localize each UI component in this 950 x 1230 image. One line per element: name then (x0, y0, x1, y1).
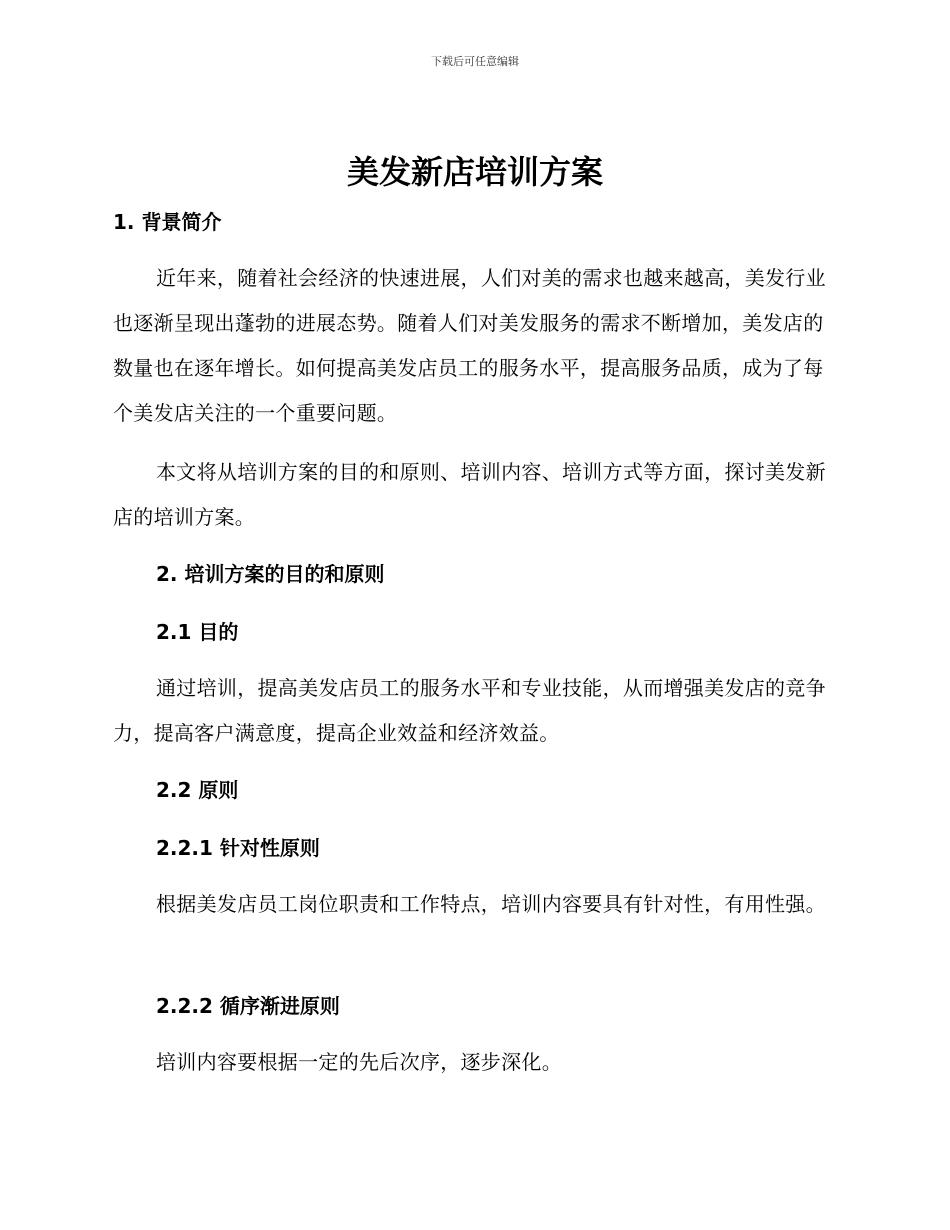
section-1-heading: 1. 背景简介 (113, 210, 222, 234)
section-2-heading: 2. 培训方案的目的和原则 (156, 562, 385, 586)
section-2-1-heading: 2.1 目的 (156, 620, 239, 644)
section-1-paragraph-2: 本文将从培训方案的目的和原则、培训内容、培训方式等方面，探讨美发新店的培训方案。 (113, 460, 826, 529)
section-2-2-2-paragraph: 培训内容要根据一定的先后次序，逐步深化。 (156, 1050, 562, 1074)
section-2-2-2-heading: 2.2.2 循序渐进原则 (156, 994, 340, 1018)
section-2-2-heading: 2.2 原则 (156, 778, 239, 802)
section-2-1-paragraph: 通过培训，提高美发店员工的服务水平和专业技能，从而增强美发店的竞争力，提高客户满意度，提高企业效益和经济效益。 (113, 676, 826, 745)
section-2-2-1-paragraph: 根据美发店员工岗位职责和工作特点，培训内容要具有针对性，有用性强。 (156, 892, 826, 916)
page-header-note: 下载后可任意编辑 (431, 55, 519, 68)
section-1-paragraph-1: 近年来，随着社会经济的快速进展，人们对美的需求也越来越高，美发行业也逐渐呈现出蓬勃的进展态势。随着人们对美发服务的需求不断增加，美发店的数量也在逐年增长。如何提高美发店员工的服务水平，提高服务品质，成为了每个美发店关注的一个重要问题。 (113, 266, 826, 425)
section-2-2-1-heading: 2.2.1 针对性原则 (156, 836, 320, 860)
document-title: 美发新店培训方案 (346, 153, 603, 191)
